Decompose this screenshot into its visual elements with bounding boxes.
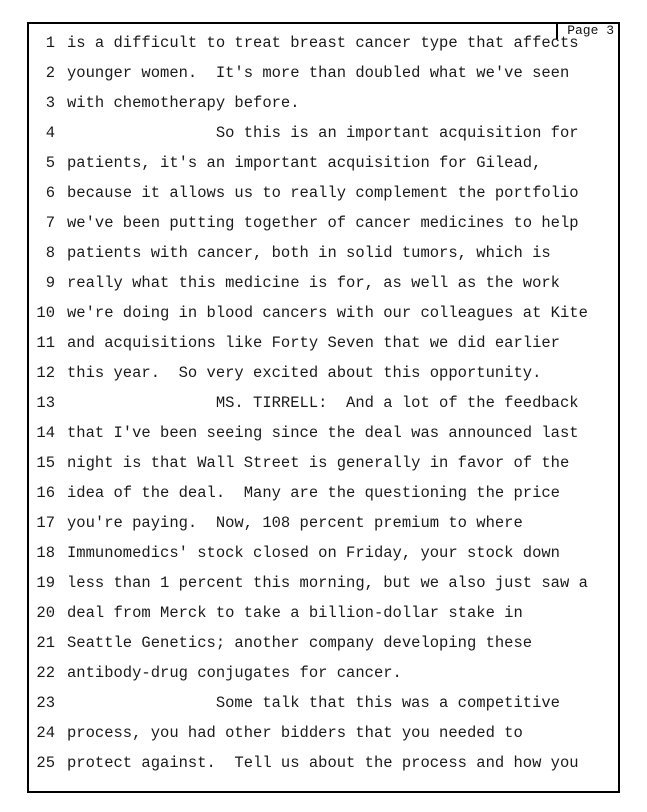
transcript-line xyxy=(29,148,618,178)
line-text: and acquisitions like Forty Seven that we did earlier xyxy=(67,334,560,352)
line-number: 2 xyxy=(45,64,55,82)
transcript-line xyxy=(29,598,618,628)
transcript-line xyxy=(29,418,618,448)
transcript-line xyxy=(29,28,618,58)
line-text: process, you had other bidders that you needed to xyxy=(67,724,523,742)
line-number: 13 xyxy=(36,394,55,412)
line-text: you're paying. Now, 108 percent premium to where xyxy=(67,514,523,532)
line-text: less than 1 percent this morning, but we also just saw a xyxy=(67,574,588,592)
line-number: 6 xyxy=(45,184,55,202)
line-text: with chemotherapy before. xyxy=(67,94,300,112)
transcript-line xyxy=(29,748,618,778)
line-text: we're doing in blood cancers with our colleagues at Kite xyxy=(67,304,588,322)
line-text: we've been putting together of cancer medicines to help xyxy=(67,214,579,232)
transcript-line xyxy=(29,508,618,538)
transcript-line xyxy=(29,298,618,328)
line-text: night is that Wall Street is generally in favor of the xyxy=(67,454,570,472)
line-text: because it allows us to really complement the portfolio xyxy=(67,184,579,202)
transcript-line xyxy=(29,628,618,658)
line-number: 1 xyxy=(45,34,55,52)
line-number: 12 xyxy=(36,364,55,382)
transcript-line xyxy=(29,658,618,688)
transcript-line xyxy=(29,568,618,598)
line-text: antibody-drug conjugates for cancer. xyxy=(67,664,402,682)
transcript-line xyxy=(29,328,618,358)
line-number: 10 xyxy=(36,304,55,322)
line-text: So this is an important acquisition for xyxy=(67,124,579,142)
line-number: 19 xyxy=(36,574,55,592)
line-number: 3 xyxy=(45,94,55,112)
line-number: 18 xyxy=(36,544,55,562)
transcript-line xyxy=(29,358,618,388)
line-number: 23 xyxy=(36,694,55,712)
transcript-line xyxy=(29,268,618,298)
transcript-line xyxy=(29,118,618,148)
line-text: is a difficult to treat breast cancer type that affects xyxy=(67,34,579,52)
line-text: idea of the deal. Many are the questioning the price xyxy=(67,484,560,502)
transcript-line xyxy=(29,718,618,748)
line-number: 16 xyxy=(36,484,55,502)
line-number: 5 xyxy=(45,154,55,172)
line-text: patients with cancer, both in solid tumors, which is xyxy=(67,244,551,262)
transcript-line xyxy=(29,178,618,208)
line-number: 9 xyxy=(45,274,55,292)
line-number: 24 xyxy=(36,724,55,742)
line-number: 7 xyxy=(45,214,55,232)
transcript-line xyxy=(29,58,618,88)
line-number: 17 xyxy=(36,514,55,532)
transcript-line xyxy=(29,538,618,568)
line-text: this year. So very excited about this opportunity. xyxy=(67,364,542,382)
transcript-line xyxy=(29,448,618,478)
transcript-line xyxy=(29,208,618,238)
line-number: 21 xyxy=(36,634,55,652)
line-text: protect against. Tell us about the process and how you xyxy=(67,754,579,772)
line-text: deal from Merck to take a billion-dollar stake in xyxy=(67,604,523,622)
transcript-line xyxy=(29,238,618,268)
line-text: that I've been seeing since the deal was announced last xyxy=(67,424,579,442)
line-text: MS. TIRRELL: And a lot of the feedback xyxy=(67,394,579,412)
line-number: 14 xyxy=(36,424,55,442)
line-number: 20 xyxy=(36,604,55,622)
line-text: Immunomedics' stock closed on Friday, your stock down xyxy=(67,544,560,562)
transcript-line xyxy=(29,478,618,508)
line-text: Seattle Genetics; another company developing these xyxy=(67,634,533,652)
page-number-label: Page 3 xyxy=(556,24,618,39)
page-border-frame xyxy=(27,22,620,793)
transcript-line xyxy=(29,388,618,418)
line-number: 22 xyxy=(36,664,55,682)
transcript-line xyxy=(29,88,618,118)
line-text: Some talk that this was a competitive xyxy=(67,694,560,712)
line-number: 8 xyxy=(45,244,55,262)
line-text: really what this medicine is for, as well as the work xyxy=(67,274,560,292)
line-number: 4 xyxy=(45,124,55,142)
line-number: 11 xyxy=(36,334,55,352)
line-text: younger women. It's more than doubled what we've seen xyxy=(67,64,570,82)
transcript-lines xyxy=(29,28,618,778)
line-number: 15 xyxy=(36,454,55,472)
transcript-line xyxy=(29,688,618,718)
line-number: 25 xyxy=(36,754,55,772)
line-text: patients, it's an important acquisition for Gilead, xyxy=(67,154,542,172)
